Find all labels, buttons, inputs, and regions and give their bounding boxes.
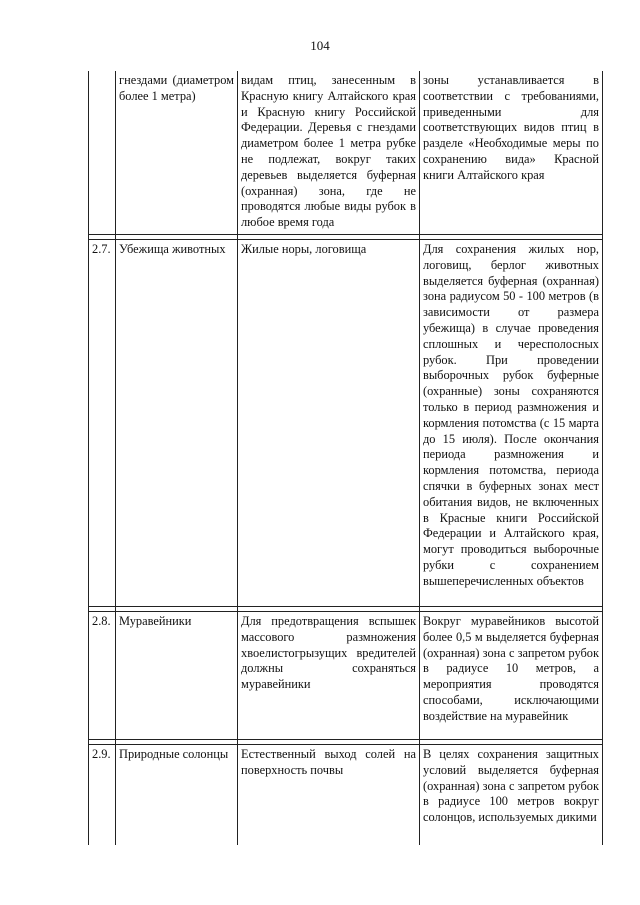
object-description: Жилые норы, логовища — [238, 239, 420, 606]
protection-measures: В целях сохранения защитных условий выделяется буферная (охранная) зона с запретом рубок в радиусе 100 метров вокруг солонцов, используемых дикими — [420, 744, 603, 845]
row-number: 2.7. — [89, 239, 116, 606]
row-number: 2.8. — [89, 611, 116, 739]
object-description: видам птиц, занесенным в Красную книгу Алтайского края и Красную книгу Российской Федерации. Деревья с гнездами диаметром более 1 метра рубке не подлежат, вокруг таких деревьев выделяется буферная (охранная) зона, где не проводятся любые виды рубок в любое время года — [238, 71, 420, 234]
protected-objects-table — [88, 71, 603, 845]
row-number: 2.9. — [89, 744, 116, 845]
table-row — [89, 239, 603, 606]
table-row — [89, 71, 603, 234]
page-number: 104 — [310, 38, 330, 53]
object-description: Естественный выход солей на поверхность почвы — [238, 744, 420, 845]
protection-measures: зоны устанавливается в соответствии с требованиями, приведенными для соответствующих видов птиц в разделе «Необходимые меры по сохранению вида» Красной книги Алтайского края — [420, 71, 603, 234]
object-name: гнездами (диаметром более 1 метра) — [116, 71, 238, 234]
object-description: Для предотвращения вспышек массового размножения хвоелистогрызущих вредителей должны сохраняться муравейники — [238, 611, 420, 739]
object-name: Убежища животных — [116, 239, 238, 606]
protection-measures: Вокруг муравейников высотой более 0,5 м выделяется буферная (охранная) зона с запретом рубок в радиусе 10 метров, а мероприятия проводятся способами, исключающими воздействие на муравейник — [420, 611, 603, 739]
object-name: Природные солонцы — [116, 744, 238, 845]
row-number — [89, 71, 116, 234]
object-name: Муравейники — [116, 611, 238, 739]
table-row — [89, 744, 603, 845]
protection-measures: Для сохранения жилых нор, логовищ, берлог животных выделяется буферная (охранная) зона радиусом 50 - 100 метров (в зависимости от размера убежища) в случае проведения сплошных и чересполосных рубок. При проведении выборочных рубок буферные (охранные) зоны сохраняются только в период размножения и кормления потомства (с 15 марта до 15 июля). После окончания периода размножения и кормления потомства, периода спячки в буферных зонах мест обитания видов, не включенных в Красные книги Российской Федерации и Алтайского края, могут проводиться выборочные рубки с сохранением вышеперечисленных объектов — [420, 239, 603, 606]
table-row — [89, 611, 603, 739]
